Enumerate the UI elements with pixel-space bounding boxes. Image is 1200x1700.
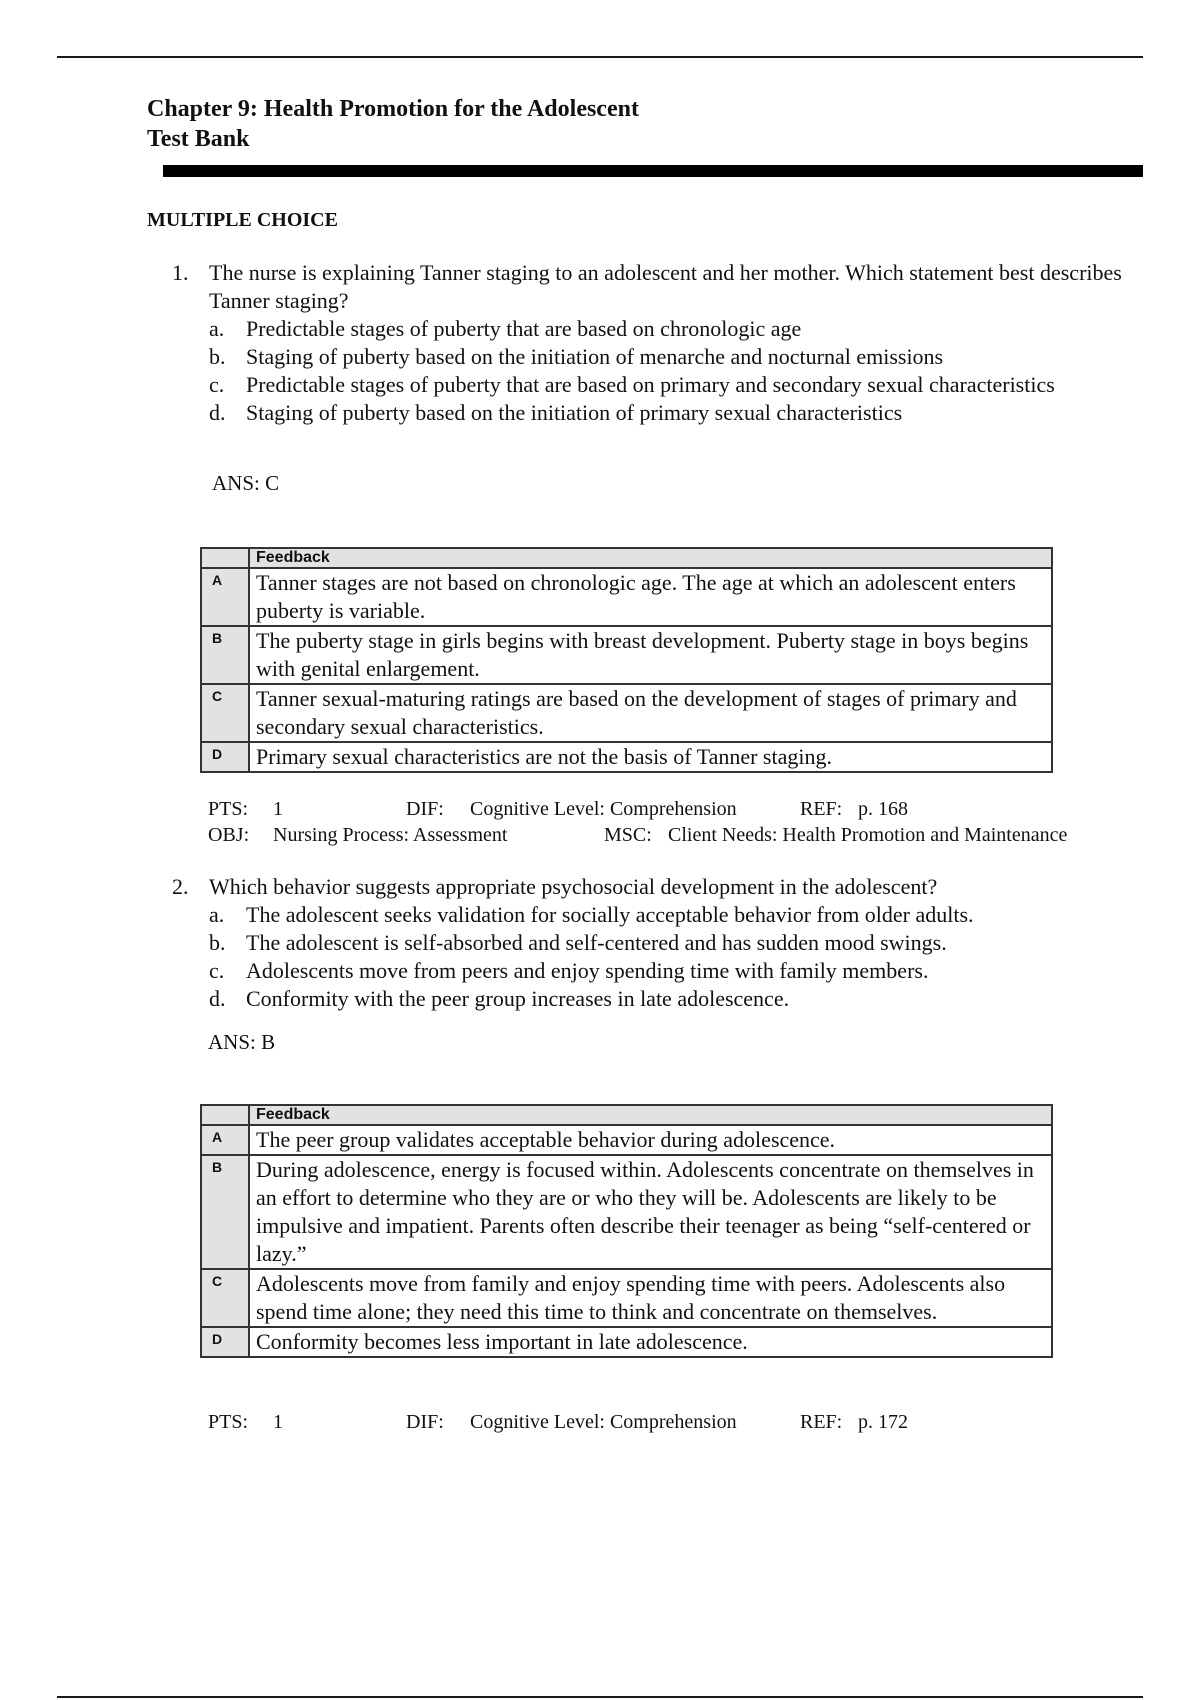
option-letter: d. <box>209 986 226 1011</box>
question-stem: Which behavior suggests appropriate psychosocial development in the adolescent? <box>209 874 938 899</box>
dif-value: Cognitive Level: Comprehension <box>470 798 737 820</box>
document-subtitle: Test Bank <box>147 126 250 152</box>
feedback-row-a <box>201 1125 1052 1155</box>
option-text: Adolescents move from peers and enjoy spending time with family members. <box>246 958 929 983</box>
answer-option-b <box>172 929 1122 957</box>
feedback-label: A <box>201 568 249 626</box>
feedback-label: D <box>201 1327 249 1357</box>
feedback-label: A <box>201 1125 249 1155</box>
title-divider <box>163 165 1143 177</box>
feedback-row-d <box>201 742 1052 772</box>
option-letter: a. <box>209 902 225 927</box>
feedback-text: During adolescence, energy is focused within. Adolescents concentrate on themselves in an effort to determine who they are or who they will be. Adolescents are likely to be impulsive and impatient. Parents often describe their teenager as being “self-centered or lazy.” <box>249 1155 1052 1269</box>
document-title-block <box>147 94 639 154</box>
feedback-row-c <box>201 1269 1052 1327</box>
section-heading: MULTIPLE CHOICE <box>147 209 338 231</box>
feedback-row-d <box>201 1327 1052 1357</box>
ref-value: p. 168 <box>858 798 908 820</box>
answer-option-c <box>172 957 1122 985</box>
option-text: The adolescent seeks validation for socially acceptable behavior from older adults. <box>246 902 974 927</box>
answer-option-d <box>172 399 1122 427</box>
msc-label: MSC: <box>604 824 652 846</box>
feedback-label: B <box>201 626 249 684</box>
top-rule <box>57 56 1143 58</box>
question-1 <box>172 259 1122 427</box>
answer-key-1: ANS: C <box>212 471 280 495</box>
obj-value: Nursing Process: Assessment <box>273 824 508 846</box>
feedback-corner-cell <box>201 548 249 568</box>
dif-label: DIF: <box>406 1411 444 1433</box>
bottom-rule <box>57 1696 1143 1698</box>
feedback-table-1 <box>200 547 1053 773</box>
question-stem: The nurse is explaining Tanner staging to an adolescent and her mother. Which statement best describes Tanner staging? <box>209 260 1122 313</box>
pts-label: PTS: <box>208 798 249 820</box>
feedback-corner-cell <box>201 1105 249 1125</box>
obj-label: OBJ: <box>208 824 250 846</box>
ref-value: p. 172 <box>858 1411 908 1433</box>
chapter-title: Chapter 9: Health Promotion for the Adolescent <box>147 96 639 122</box>
option-letter: d. <box>209 400 226 425</box>
pts-value: 1 <box>273 798 283 820</box>
answer-option-b <box>172 343 1122 371</box>
feedback-text: Primary sexual characteristics are not the basis of Tanner staging. <box>249 742 1052 772</box>
feedback-text: Conformity becomes less important in late adolescence. <box>249 1327 1052 1357</box>
feedback-header: Feedback <box>249 1105 1052 1125</box>
ref-label: REF: <box>800 1411 843 1433</box>
option-text: The adolescent is self-absorbed and self-centered and has sudden mood swings. <box>246 930 947 955</box>
question-number: 2. <box>172 874 189 899</box>
feedback-text: The puberty stage in girls begins with breast development. Puberty stage in boys begins with genital enlargement. <box>249 626 1052 684</box>
option-text: Staging of puberty based on the initiation of primary sexual characteristics <box>246 400 903 425</box>
option-letter: b. <box>209 930 226 955</box>
feedback-header: Feedback <box>249 548 1052 568</box>
feedback-label: B <box>201 1155 249 1269</box>
feedback-text: Tanner stages are not based on chronologic age. The age at which an adolescent enters puberty is variable. <box>249 568 1052 626</box>
option-letter: c. <box>209 372 225 397</box>
answer-option-c <box>172 371 1122 399</box>
pts-label: PTS: <box>208 1411 249 1433</box>
feedback-row-c <box>201 684 1052 742</box>
msc-value: Client Needs: Health Promotion and Maintenance <box>668 824 1068 846</box>
option-letter: c. <box>209 958 225 983</box>
feedback-label: C <box>201 1269 249 1327</box>
feedback-text: Adolescents move from family and enjoy spending time with peers. Adolescents also spend time alone; they need this time to think and concentrate on themselves. <box>249 1269 1052 1327</box>
dif-label: DIF: <box>406 798 444 820</box>
answer-key-2: ANS: B <box>208 1030 276 1054</box>
option-letter: b. <box>209 344 226 369</box>
ref-label: REF: <box>800 798 843 820</box>
feedback-row-b <box>201 626 1052 684</box>
feedback-table-2 <box>200 1104 1053 1358</box>
feedback-label: D <box>201 742 249 772</box>
feedback-text: The peer group validates acceptable behavior during adolescence. <box>249 1125 1052 1155</box>
feedback-row-b <box>201 1155 1052 1269</box>
answer-option-d <box>172 985 1122 1013</box>
feedback-row-a <box>201 568 1052 626</box>
pts-value: 1 <box>273 1411 283 1433</box>
feedback-text: Tanner sexual-maturing ratings are based on the development of stages of primary and secondary sexual characteristics. <box>249 684 1052 742</box>
feedback-label: C <box>201 684 249 742</box>
dif-value: Cognitive Level: Comprehension <box>470 1411 737 1433</box>
answer-option-a <box>172 315 1122 343</box>
answer-option-a <box>172 901 1122 929</box>
question-2 <box>172 873 1122 1013</box>
question-number: 1. <box>172 260 189 285</box>
option-text: Predictable stages of puberty that are based on primary and secondary sexual characteristics <box>246 372 1055 397</box>
option-text: Staging of puberty based on the initiation of menarche and nocturnal emissions <box>246 344 944 369</box>
option-text: Predictable stages of puberty that are based on chronologic age <box>246 316 802 341</box>
option-text: Conformity with the peer group increases in late adolescence. <box>246 986 790 1011</box>
option-letter: a. <box>209 316 225 341</box>
